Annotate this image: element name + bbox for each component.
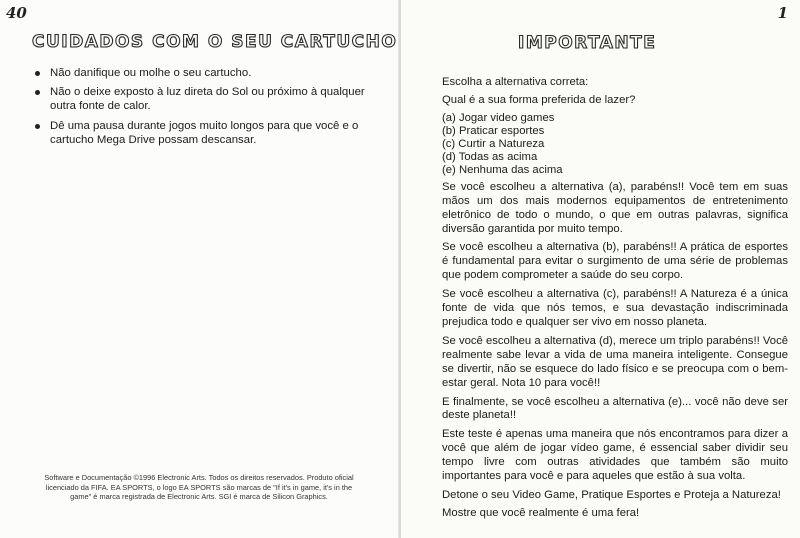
care-bullet-list bbox=[33, 66, 373, 152]
bullet-dot bbox=[35, 124, 40, 129]
quiz-option: (b) Praticar esportes bbox=[442, 124, 545, 137]
quiz-question: Qual é a sua forma preferida de lazer? bbox=[442, 93, 636, 106]
page-number-left: 40 bbox=[6, 4, 27, 22]
quiz-content bbox=[442, 76, 788, 526]
answer-paragraph-a: Se você escolheu a alternativa (a), parabéns!! Você tem em suas mãos um dos mais modernos equipamentos de entretenimento eletrônico de todo o mundo, o que em outras palavras, significa diversão garantida por muito tempo. bbox=[442, 180, 788, 235]
answer-paragraph-b: Se você escolheu a alternativa (b), parabéns!! A prática de esportes é fundamental para evitar o surgimento de uma série de problemas que podem comprometer a saúde do seu corpo. bbox=[442, 241, 788, 282]
answer-paragraph-e: E finalmente, se você escolheu a alternativa (e)... você não deve ser deste planeta!! bbox=[442, 395, 788, 422]
quiz-option: (c) Curtir a Natureza bbox=[442, 137, 545, 150]
quiz-option: (e) Nenhuma das acima bbox=[442, 163, 563, 176]
slogan-line: Detone o seu Video Game, Pratique Esportes e Proteja a Natureza! bbox=[442, 488, 781, 501]
section-title-important: IMPORTANTE bbox=[518, 33, 657, 53]
quiz-intro: Escolha a alternativa correta: bbox=[442, 76, 589, 88]
bullet-dot bbox=[35, 71, 40, 76]
section-title-cartridge-care: CUIDADOS COM O SEU CARTUCHO bbox=[32, 32, 398, 52]
bullet-text: Dê uma pausa durante jogos muito longos para que você e o cartucho Mega Drive possam descansar. bbox=[50, 119, 359, 146]
answer-paragraph-d: Se você escolheu a alternativa (d), merece um triplo parabéns!! Você realmente sabe levar a vida de uma maneira inteligente. Consegue se divertir, não se esquece do lado físico e se preocupa com o bem-estar geral. Nota 10 para você!! bbox=[442, 334, 788, 389]
closing-paragraph: Este teste é apenas uma maneira que nós encontramos para dizer a você que além de jogar vídeo game, é essencial saber dividir seu tempo livre com outras atividades que também são muito importantes para você e para aqueles que estão à sua volta. bbox=[442, 428, 788, 483]
quiz-option: (a) Jogar video games bbox=[442, 111, 555, 124]
quiz-options bbox=[442, 112, 788, 177]
bullet-text: Não o deixe exposto à luz direta do Sol ou próximo à qualquer outra fonte de calor. bbox=[50, 86, 365, 113]
bullet-dot bbox=[35, 90, 40, 95]
bullet-item bbox=[33, 119, 373, 147]
page-number-right: 1 bbox=[777, 4, 788, 22]
bullet-text: Não danifique ou molhe o seu cartucho. bbox=[50, 67, 252, 79]
quiz-option: (d) Todas as acima bbox=[442, 150, 538, 163]
bullet-item bbox=[33, 66, 373, 80]
answer-paragraph-c: Se você escolheu a alternativa (c), parabéns!! A Natureza é a única fonte de vida que nós temos, e sua devastação indiscriminada prejudica todo e qualquer ser vivo em nosso planeta. bbox=[442, 288, 788, 328]
copyright-credits: Software e Documentação ©1996 Electronic Arts. Todos os direitos reservados. Produto oficial licenciado da FIFA. EA SPORTS, o logo EA SPORTS são marcas de "If it's in game, it's in the game" é marca registrada de Electronic Arts. SGI é marca de Silicon Graphics. bbox=[44, 473, 354, 502]
right-page bbox=[401, 0, 800, 538]
final-line: Mostre que você realmente é uma fera! bbox=[442, 506, 640, 519]
left-page bbox=[0, 0, 399, 538]
bullet-item bbox=[33, 85, 373, 113]
